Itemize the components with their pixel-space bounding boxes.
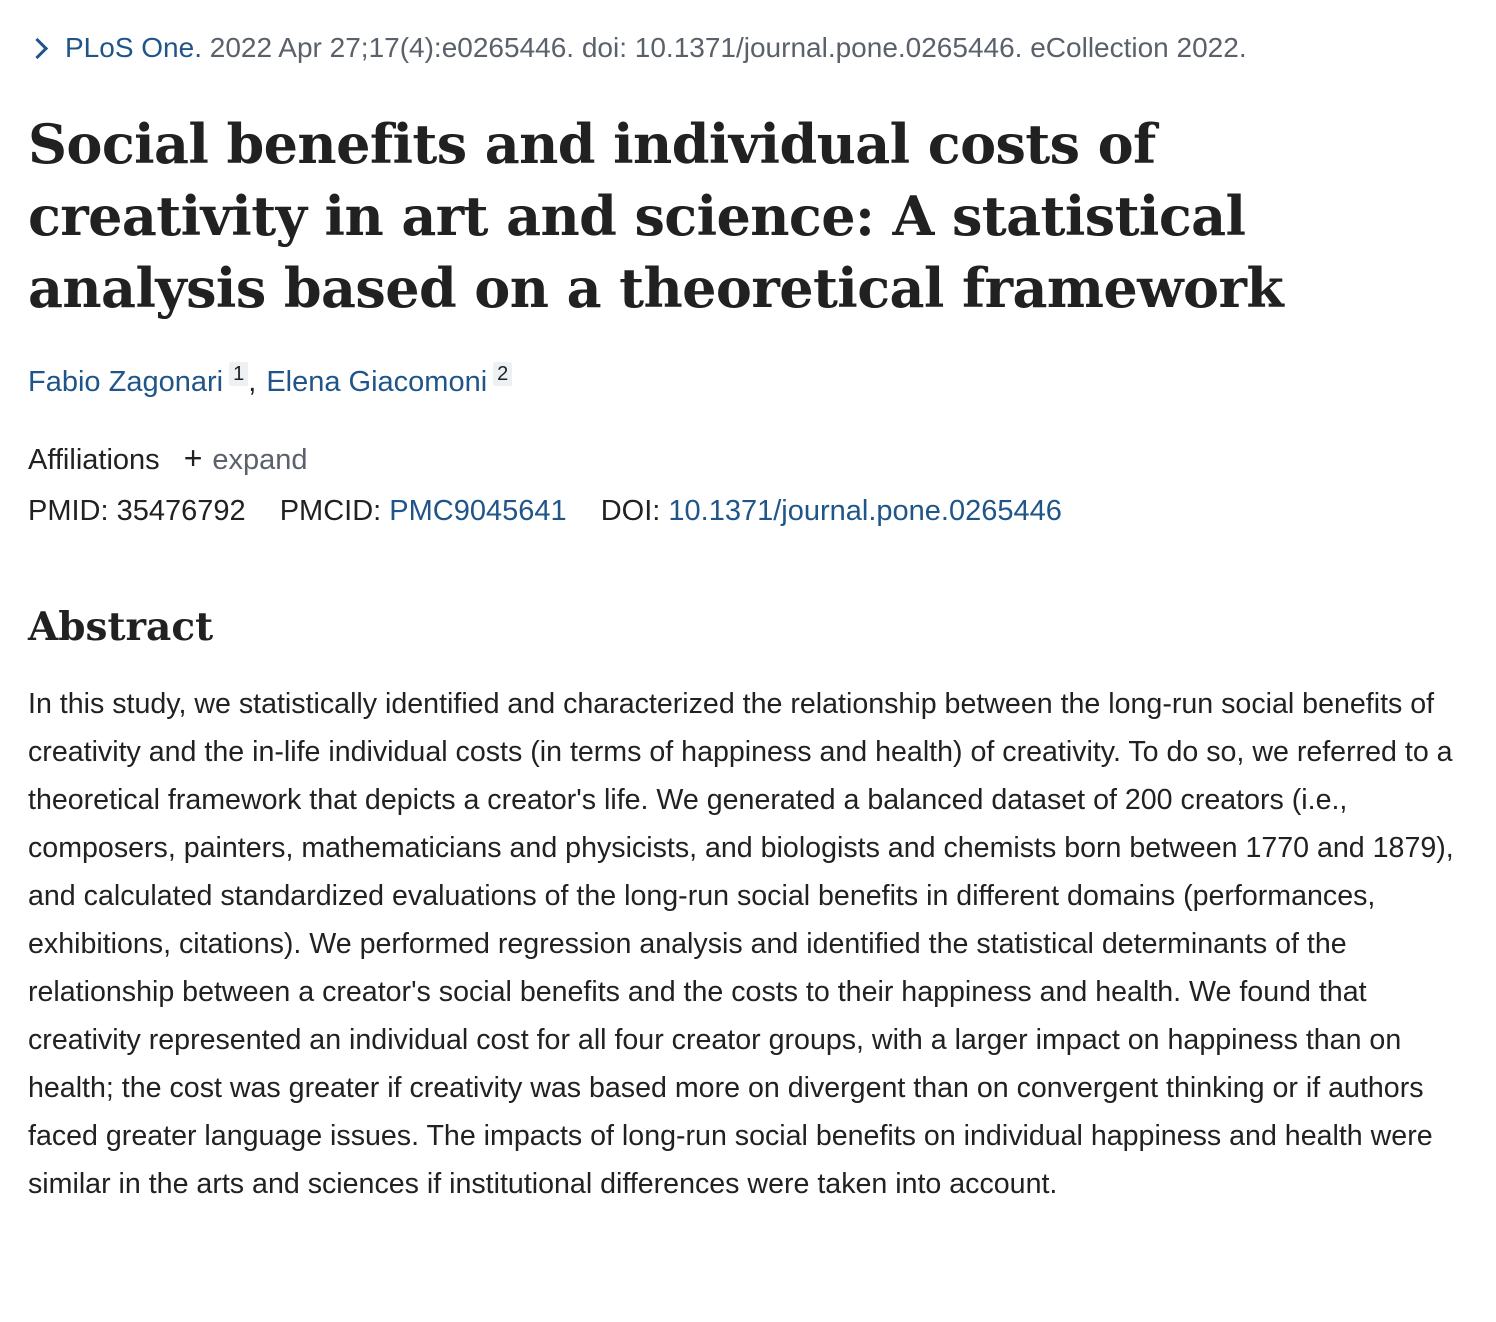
pmcid-label: PMCID: — [279, 495, 382, 527]
affiliation-number[interactable]: 1 — [229, 362, 248, 386]
journal-link[interactable]: PLoS One. — [65, 32, 202, 63]
pmid-label: PMID: — [28, 495, 109, 527]
pmcid-group — [280, 495, 567, 527]
affiliations-row — [28, 438, 308, 480]
author-separator: , — [248, 366, 257, 398]
citation-line — [28, 30, 1247, 66]
pmid-group — [28, 495, 246, 527]
author-link[interactable]: Fabio Zagonari — [28, 366, 224, 398]
pmid-value: 35476792 — [116, 495, 246, 527]
abstract-heading: Abstract — [28, 604, 214, 650]
affiliations-label: Affiliations — [28, 444, 160, 476]
affiliation-number[interactable]: 2 — [493, 362, 512, 386]
pmcid-link[interactable]: PMC9045641 — [389, 495, 567, 527]
chevron-right-icon[interactable] — [27, 38, 48, 59]
abstract-text: In this study, we statistically identified and characterized the relationship between the long-run social benefits of creativity and the in-life individual costs (in terms of happiness and health) of creativity. To do so, we referred to a theoretical framework that depicts a creator's life. We generated a balanced dataset of 200 creators (i.e., composers, painters, mathematicians and physicists, and biologists and chemists born between 1770 and 1879), and calculated standardized evaluations of the long-run social benefits in different domains (performances, exhibitions, citations). We performed regression analysis and identified the statistical determinants of the relationship between a creator's social benefits and the costs to their happiness and health. We found that creativity represented an individual cost for all four creator groups, with a larger impact on happiness than on health; the cost was greater if creativity was based more on divergent than on convergent thinking or if authors faced greater language issues. The impacts of long-run social benefits on individual happiness and health were similar in the arts and sciences if institutional differences were taken into account. — [28, 688, 1454, 1200]
author-list — [28, 362, 518, 402]
author-link[interactable]: Elena Giacomoni — [266, 366, 488, 398]
expand-label: expand — [212, 444, 308, 476]
citation-details: 2022 Apr 27;17(4):e0265446. doi: 10.1371/journal.pone.0265446. eCollection 2022. — [209, 32, 1247, 63]
doi-label: DOI: — [600, 495, 661, 527]
plus-icon: + — [183, 440, 203, 476]
identifiers-row — [28, 491, 1088, 531]
affiliations-expand-button[interactable] — [184, 438, 308, 480]
article-title: Social benefits and individual costs of creativity in art and science: A statistical analysis based on a theoretical framework — [28, 112, 1284, 320]
doi-group — [601, 495, 1062, 527]
doi-link[interactable]: 10.1371/journal.pone.0265446 — [668, 495, 1062, 527]
